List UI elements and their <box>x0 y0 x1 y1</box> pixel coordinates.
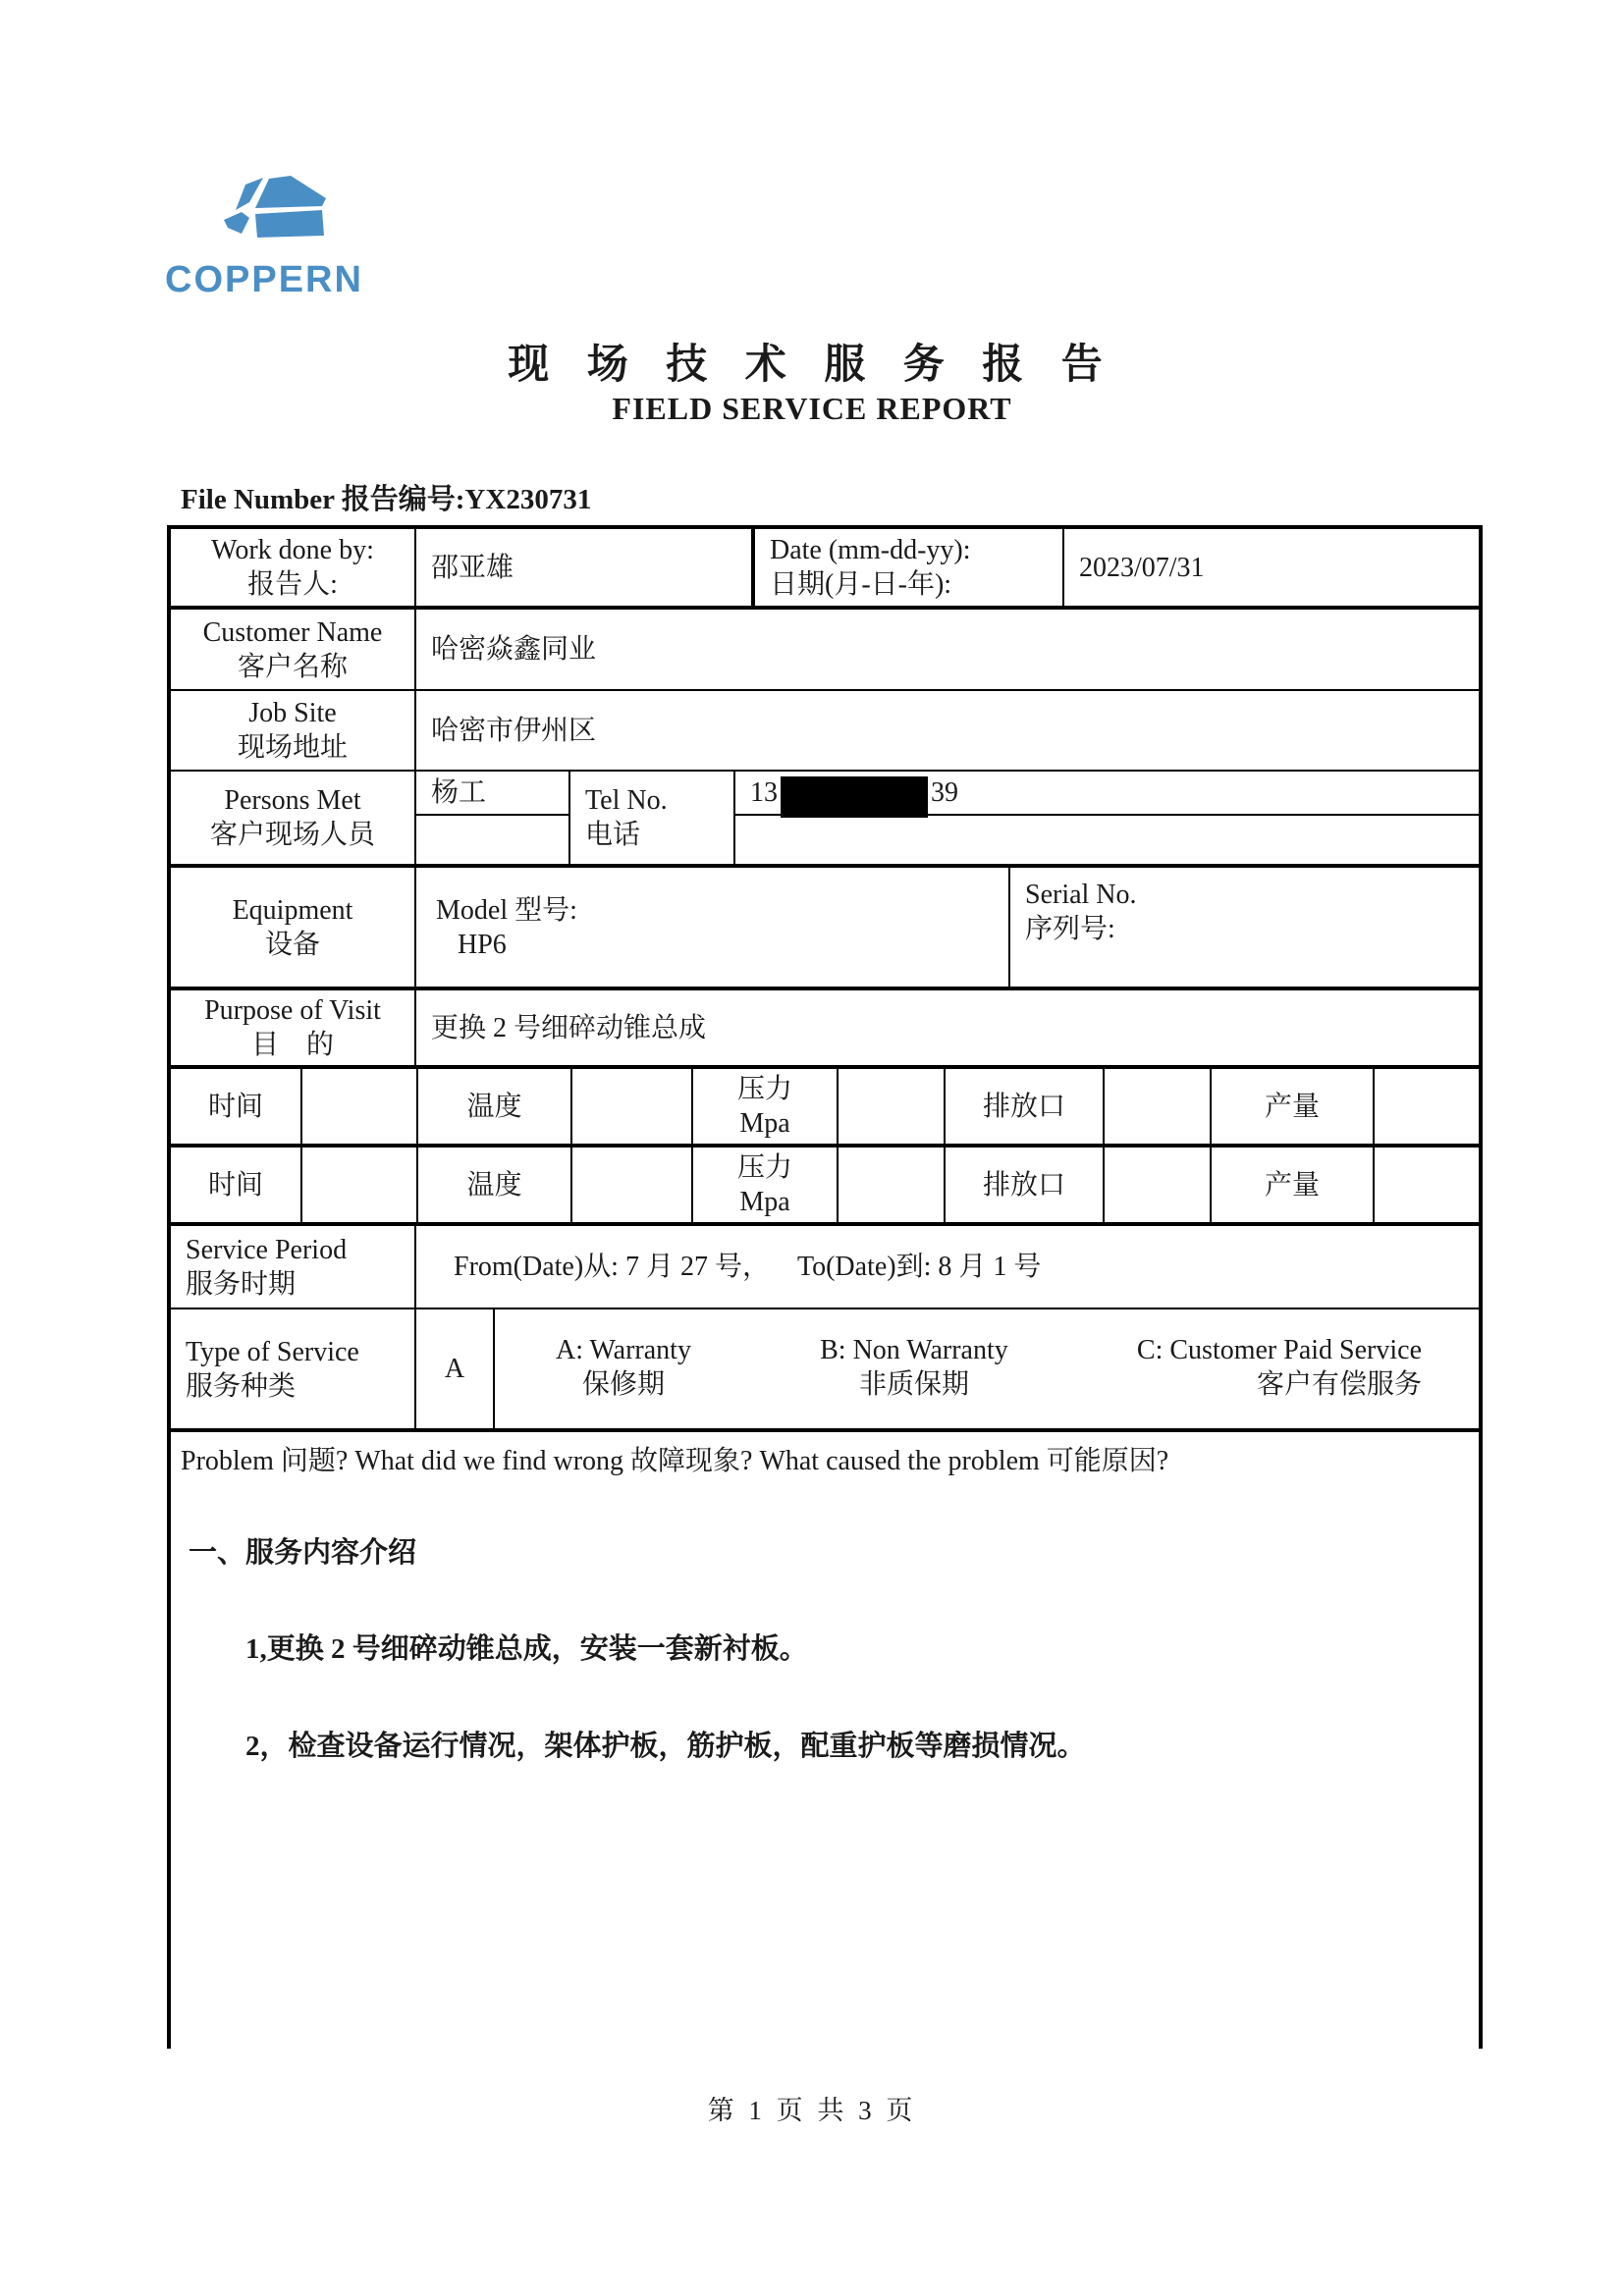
job-site-value: 哈密市伊州区 <box>431 715 597 746</box>
tel-empty <box>735 816 1479 864</box>
tel-value-cell <box>735 772 1479 864</box>
purpose-value: 更换 2 号细碎动锥总成 <box>431 1012 707 1043</box>
measurement-row-2 <box>171 1148 1479 1226</box>
persons-met-name-cell <box>416 772 570 864</box>
time-value <box>302 1069 418 1144</box>
pressure-label: 压力 Mpa <box>693 1148 839 1222</box>
temperature-value <box>572 1069 693 1144</box>
problem-item-1: 1,更换 2 号细碎动锥总成，安装一套新衬板。 <box>245 1633 808 1666</box>
outlet-value <box>1105 1148 1212 1222</box>
problem-header: Problem 问题? What did we find wrong 故障现象? What caused the problem 可能原因? <box>181 1446 1169 1476</box>
outlet-label: 排放口 <box>946 1148 1105 1222</box>
pressure-value <box>839 1069 946 1144</box>
report-title-zh: 现 场 技 术 服 务 报 告 <box>508 343 1116 388</box>
service-period-label: Service Period 服务时期 <box>171 1226 416 1308</box>
person-name-empty <box>416 816 568 864</box>
pressure-value <box>839 1148 946 1222</box>
file-number: File Number 报告编号:YX230731 <box>181 484 592 515</box>
type-of-service-row <box>171 1309 1479 1432</box>
temperature-label: 温度 <box>418 1069 572 1144</box>
option-c: C: Customer Paid Service 客户有偿服务 <box>1136 1335 1422 1400</box>
pressure-label: 压力 Mpa <box>693 1069 839 1144</box>
work-done-by-value: 邵亚雄 <box>416 529 755 606</box>
report-title-en: FIELD SERVICE REPORT <box>612 391 1012 426</box>
person-name: 杨工 <box>416 772 568 816</box>
measurement-row-1 <box>171 1069 1479 1148</box>
work-done-by-label: Work done by: 报告人: <box>171 529 416 606</box>
equipment-label: Equipment 设备 <box>171 868 416 987</box>
serial-cell: Serial No. 序列号: <box>1025 880 1137 944</box>
tel-label: Tel No. 电话 <box>570 772 735 864</box>
output-value <box>1375 1148 1479 1222</box>
outlet-value <box>1105 1069 1212 1144</box>
time-value <box>302 1148 418 1222</box>
redaction-box <box>781 776 928 818</box>
job-site-row <box>171 691 1479 772</box>
type-of-service-selected: A <box>416 1309 495 1428</box>
company-logo <box>165 175 401 301</box>
tel-number: 13 39 <box>735 772 1479 816</box>
service-period-row <box>171 1226 1479 1309</box>
option-a: A: Warranty 保修期 <box>556 1335 691 1400</box>
time-label: 时间 <box>171 1069 302 1144</box>
type-of-service-label: Type of Service 服务种类 <box>171 1309 416 1428</box>
date-label: Date (mm-dd-yy): 日期(月-日-年): <box>755 529 1064 606</box>
page-footer: 第 1 页 共 3 页 <box>707 2096 917 2125</box>
customer-name-label: Customer Name 客户名称 <box>171 610 416 689</box>
type-of-service-options <box>495 1309 1479 1428</box>
persons-met-label: Persons Met 客户现场人员 <box>171 772 416 864</box>
problem-cell <box>171 1432 1479 2049</box>
problem-row <box>171 1432 1479 2049</box>
logo-text: COPPERN <box>165 259 363 300</box>
model-cell: Model 型号: HP6 <box>416 868 1010 987</box>
work-done-by-row <box>171 529 1479 610</box>
output-value <box>1375 1069 1479 1144</box>
report-table <box>167 525 1483 2049</box>
persons-met-row <box>171 772 1479 868</box>
output-label: 产量 <box>1212 1069 1375 1144</box>
problem-item-2: 2，检查设备运行情况，架体护板，筋护板，配重护板等磨损情况。 <box>245 1730 1086 1762</box>
outlet-label: 排放口 <box>946 1069 1105 1144</box>
purpose-row <box>171 990 1479 1069</box>
stone-logo-icon <box>212 175 332 257</box>
date-value: 2023/07/31 <box>1079 552 1205 583</box>
customer-name-value: 哈密焱鑫同业 <box>431 634 597 665</box>
output-label: 产量 <box>1212 1148 1375 1222</box>
temperature-value <box>572 1148 693 1222</box>
job-site-label: Job Site 现场地址 <box>171 691 416 770</box>
service-period-value: From(Date)从: 7 月 27 号， To(Date)到: 8 月 1 号 <box>454 1252 1042 1282</box>
model-value: HP6 <box>458 929 507 960</box>
customer-name-row <box>171 610 1479 691</box>
purpose-label: Purpose of Visit 目 的 <box>171 990 416 1065</box>
temperature-label: 温度 <box>418 1148 572 1222</box>
time-label: 时间 <box>171 1148 302 1222</box>
option-b: B: Non Warranty 非质保期 <box>820 1335 1008 1400</box>
equipment-row <box>171 868 1479 990</box>
problem-section-title: 一、服务内容介绍 <box>189 1537 417 1569</box>
